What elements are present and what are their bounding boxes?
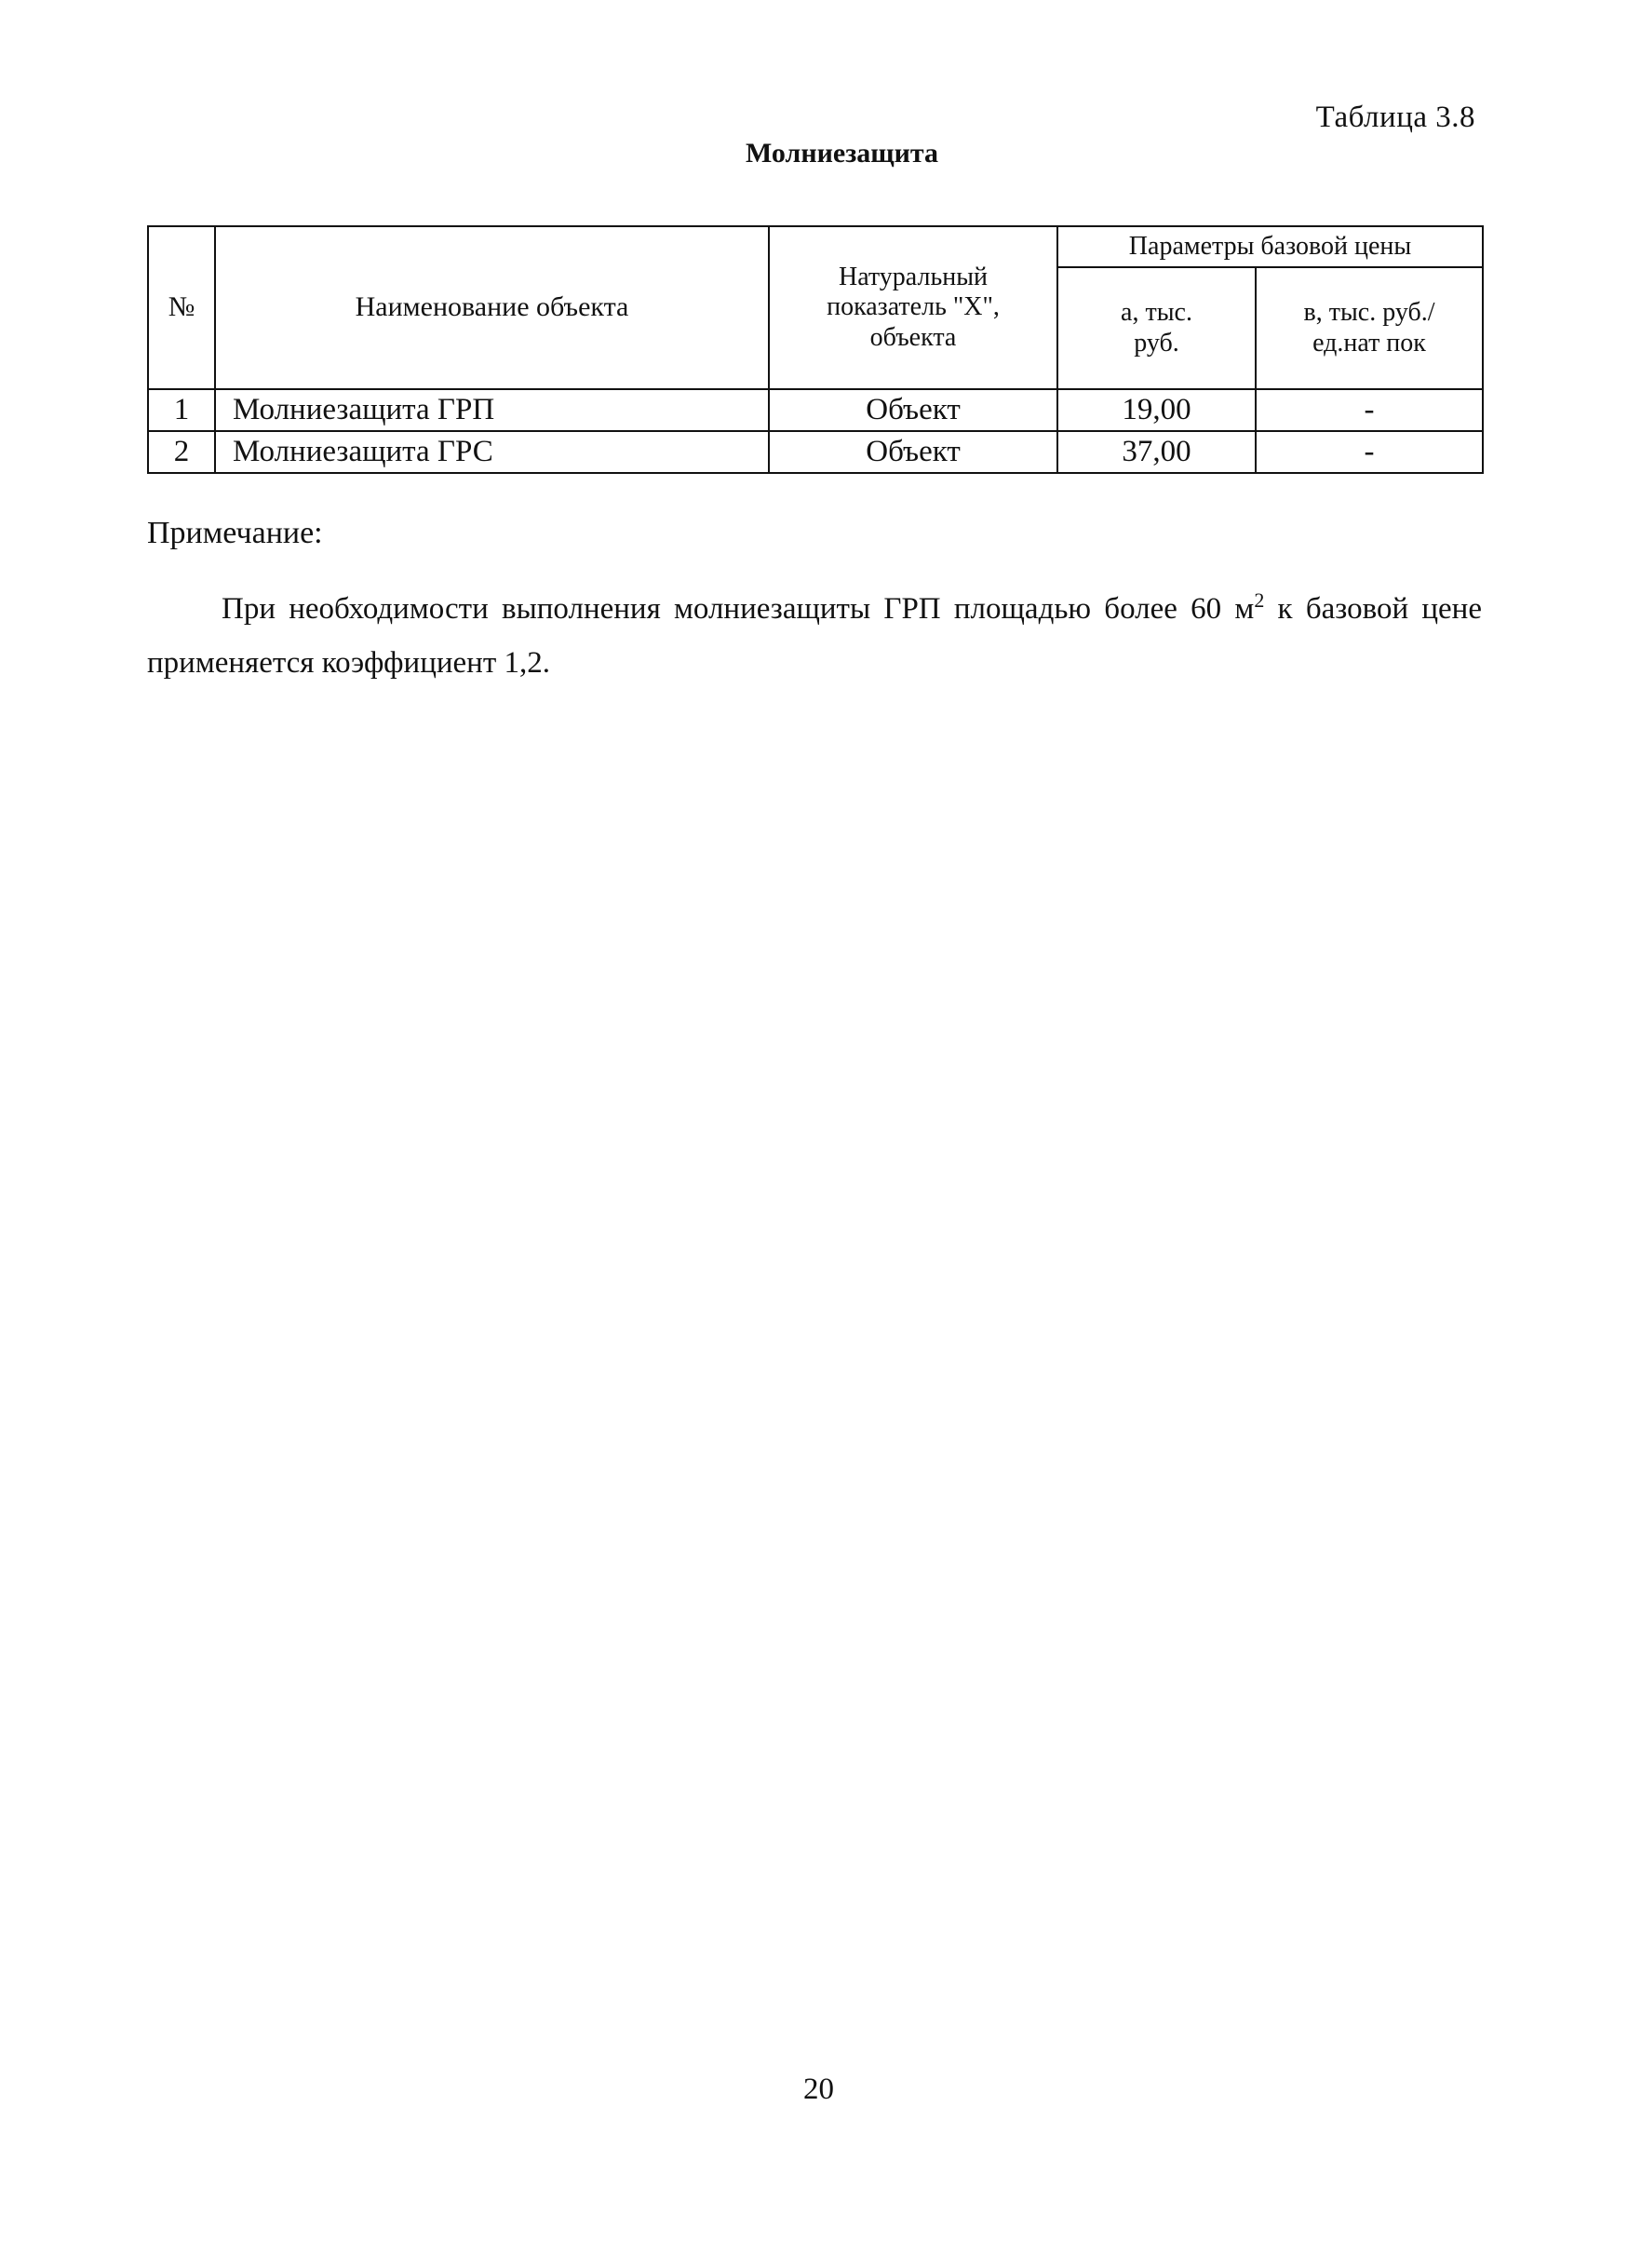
row-object-name: Молниезащита ГРС (215, 431, 769, 473)
column-header-base-price-params: Параметры базовой цены (1057, 226, 1483, 267)
row-price-b: - (1256, 389, 1483, 431)
note-text-start: При необходимости выполнения молниезащиты ГРП площадью более 60 м (222, 592, 1255, 626)
note-text-end: к базовой цене применяется коэффициент 1,2. (147, 592, 1482, 680)
row-number: 2 (148, 431, 215, 473)
column-header-b (1256, 267, 1483, 389)
note-label: Примечание: (147, 516, 323, 550)
row-natural-indicator: Объект (769, 431, 1057, 473)
table-row (148, 389, 1483, 431)
a-label: а, тыс. руб. (1121, 298, 1192, 358)
page-number: 20 (803, 2072, 834, 2106)
row-number: 1 (148, 389, 215, 431)
row-natural-indicator: Объект (769, 389, 1057, 431)
column-header-number: № (148, 226, 215, 389)
note-text (147, 574, 1482, 690)
document-title: Молниезащита (745, 138, 938, 169)
base-price-table (147, 225, 1484, 474)
table-label: Таблица 3.8 (1315, 101, 1475, 134)
superscript-squared: 2 (1254, 588, 1265, 612)
table-row (148, 431, 1483, 473)
row-price-b: - (1256, 431, 1483, 473)
column-header-object-name: Наименование объекта (215, 226, 769, 389)
b-label: в, тыс. руб./ ед.нат пок (1303, 298, 1435, 358)
column-header-natural-indicator (769, 226, 1057, 389)
column-header-a (1057, 267, 1256, 389)
natural-indicator-label: Натуральный показатель "Х", объекта (827, 263, 1000, 352)
row-price-a: 37,00 (1057, 431, 1256, 473)
row-price-a: 19,00 (1057, 389, 1256, 431)
row-object-name: Молниезащита ГРП (215, 389, 769, 431)
